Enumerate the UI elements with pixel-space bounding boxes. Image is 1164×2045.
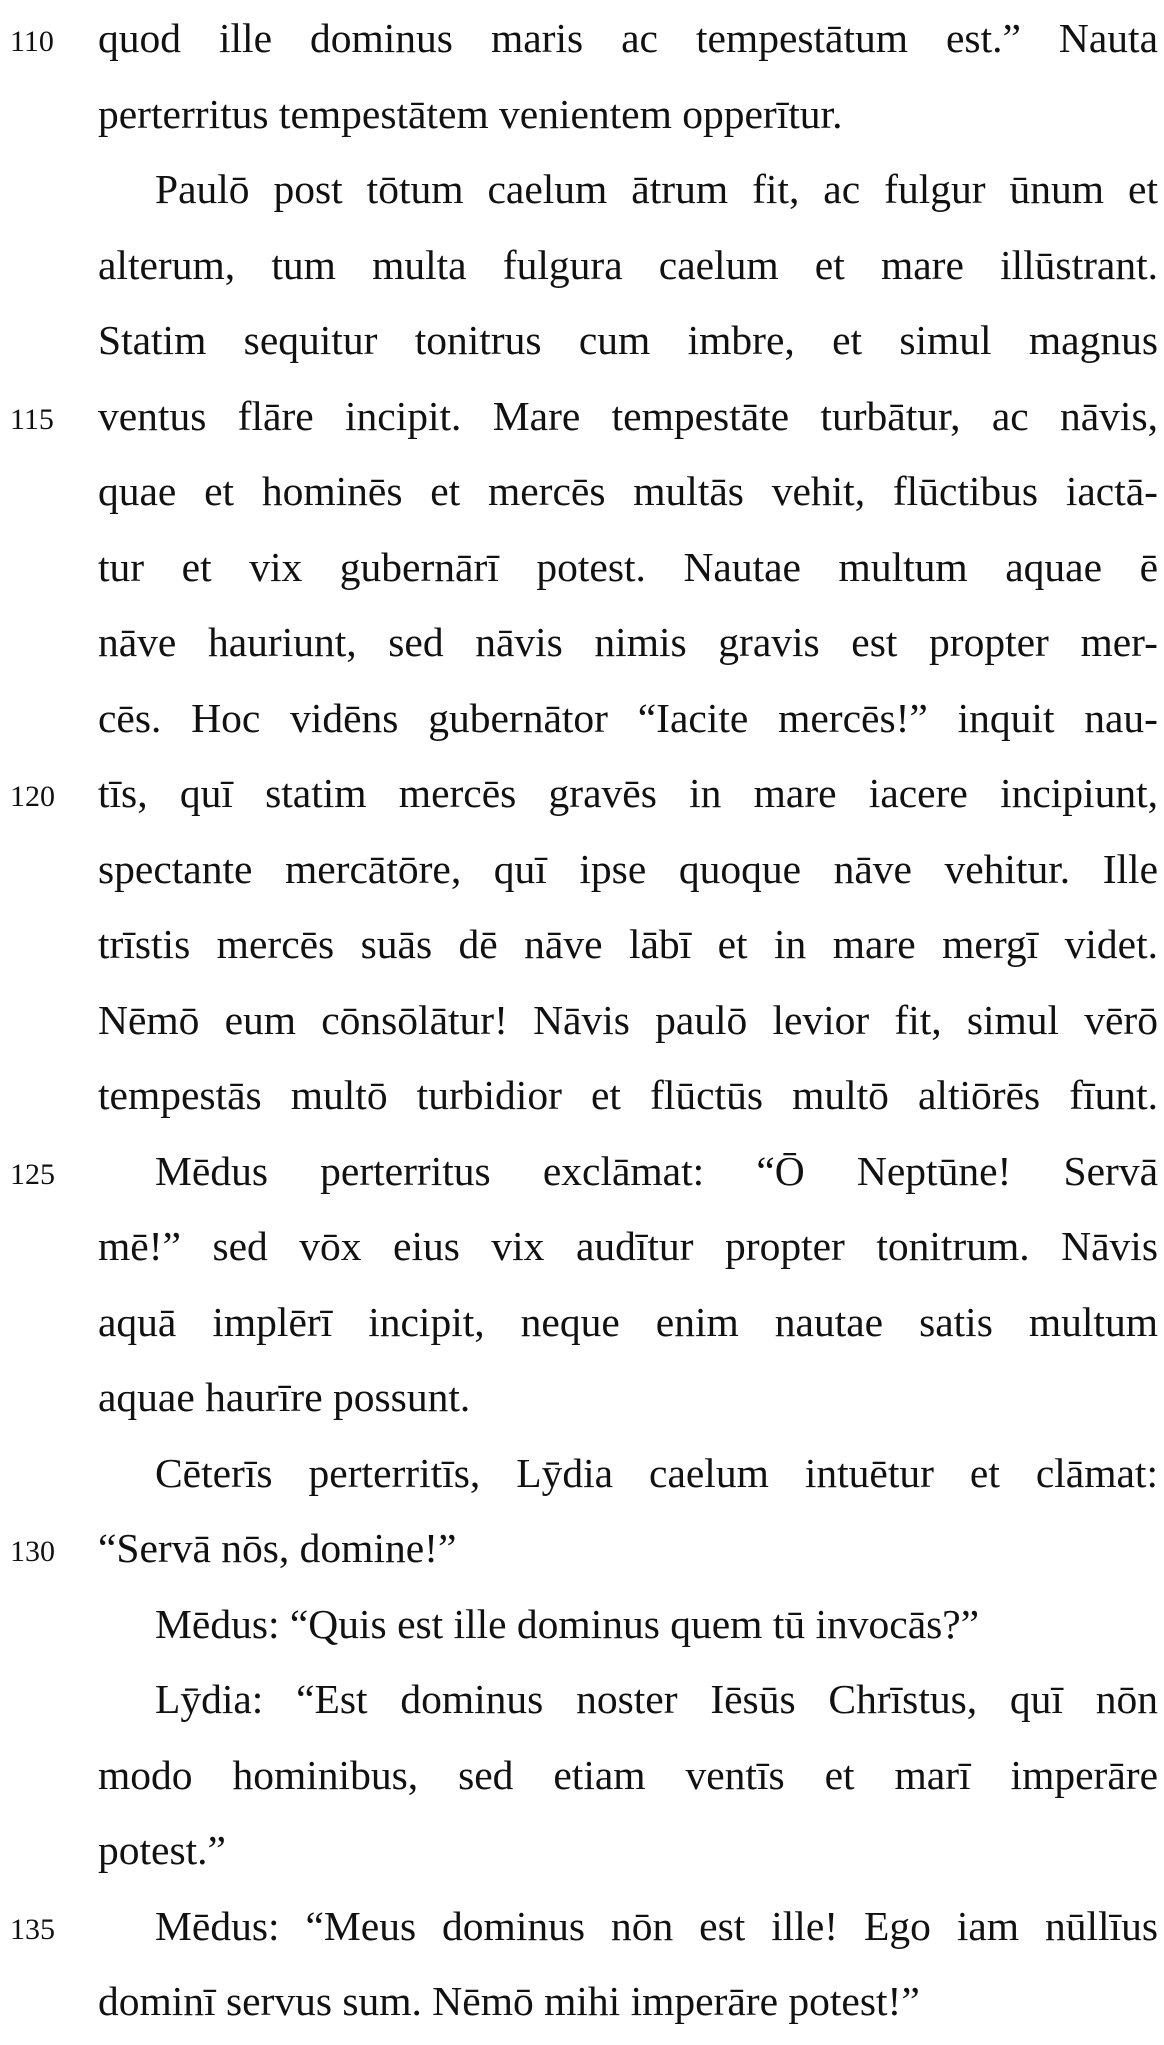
- line-text: ventus flāre incipit. Mare tempestāte turbātur, ac nāvis,: [98, 392, 1158, 439]
- line-text: perterritus tempestātem venientem opperītur.: [98, 90, 843, 137]
- line-text: aquae haurīre possunt.: [98, 1374, 471, 1420]
- text-line: [0, 1057, 1164, 1133]
- line-text: Lȳdia: “Est dominus noster Iēsūs Chrīstus, quī nōn: [155, 1676, 1158, 1722]
- text-line: [0, 227, 1164, 303]
- line-text: tur et vix gubernārī potest. Nautae multum aquae ē: [98, 543, 1158, 590]
- text-line: [0, 831, 1164, 907]
- line-text: Mēdus: “Quis est ille dominus quem tū invocās?”: [155, 1600, 980, 1647]
- line-text: “Servā nōs, domine!”: [98, 1525, 457, 1571]
- line-text: Statim sequitur tonitrus cum imbre, et simul magnus: [98, 317, 1158, 363]
- text-line: [0, 151, 1164, 227]
- line-text: dominī servus sum. Nēmō mihi imperāre potest!”: [98, 1978, 920, 2024]
- text-line: [0, 680, 1164, 756]
- line-number: 135: [10, 1912, 55, 1946]
- text-line: [0, 604, 1164, 680]
- line-number: 125: [10, 1157, 55, 1191]
- text-line: [0, 302, 1164, 378]
- line-text: Nēmō eum cōnsōlātur! Nāvis paulō levior fit, simul vērō: [98, 996, 1158, 1043]
- text-line: [0, 1963, 1164, 2039]
- line-text: spectante mercātōre, quī ipse quoque nāve vehitur. Ille: [98, 845, 1158, 892]
- text-line: [0, 453, 1164, 529]
- text-line: [0, 1435, 1164, 1511]
- line-text: cēs. Hoc vidēns gubernātor “Iacite mercēs!” inquit nau-: [98, 694, 1158, 741]
- line-text: alterum, tum multa fulgura caelum et mare illūstrant.: [98, 241, 1158, 288]
- text-line: [0, 1284, 1164, 1360]
- text-line: [0, 1661, 1164, 1737]
- text-line: [0, 1133, 1164, 1209]
- line-text: mē!” sed vōx eius vix audītur propter tonitrum. Nāvis: [98, 1223, 1158, 1269]
- line-number: 115: [10, 402, 54, 436]
- text-line: [0, 0, 1164, 76]
- text-line: [0, 1888, 1164, 1964]
- line-text: nāve hauriunt, sed nāvis nimis gravis est propter mer-: [98, 619, 1158, 665]
- text-line: [0, 1208, 1164, 1284]
- text-line: [0, 755, 1164, 831]
- text-line: [0, 906, 1164, 982]
- text-line: [0, 1812, 1164, 1888]
- line-number: 130: [10, 1535, 55, 1568]
- line-text: tīs, quī statim mercēs gravēs in mare iacere incipiunt,: [98, 770, 1158, 816]
- line-number: 120: [10, 780, 55, 813]
- text-line: [0, 982, 1164, 1058]
- text-line: [0, 1737, 1164, 1813]
- line-text: quae et hominēs et mercēs multās vehit, flūctibus iactā-: [98, 468, 1158, 514]
- line-text: aquā implērī incipit, neque enim nautae satis multum: [98, 1298, 1158, 1345]
- line-text: potest.”: [98, 1827, 226, 1873]
- text-line: [0, 1359, 1164, 1435]
- line-text: quod ille dominus maris ac tempestātum est.” Nauta: [98, 15, 1158, 61]
- text-line: [0, 378, 1164, 454]
- text-line: [0, 529, 1164, 605]
- line-text: Cēterīs perterritīs, Lȳdia caelum intuētur et clāmat:: [155, 1449, 1158, 1496]
- text-line: [0, 1586, 1164, 1662]
- text-line: [0, 76, 1164, 152]
- line-number: 110: [10, 25, 54, 58]
- line-text: Mēdus perterritus exclāmat: “Ō Neptūne! Servā: [155, 1147, 1158, 1194]
- text-line: [0, 1510, 1164, 1586]
- line-text: Mēdus: “Meus dominus nōn est ille! Ego iam nūllīus: [155, 1902, 1158, 1949]
- line-text: tempestās multō turbidior et flūctūs multō altiōrēs fīunt.: [98, 1072, 1158, 1118]
- line-text: trīstis mercēs suās dē nāve lābī et in mare mergī videt.: [98, 921, 1158, 967]
- line-text: modo hominibus, sed etiam ventīs et marī imperāre: [98, 1751, 1158, 1798]
- line-text: Paulō post tōtum caelum ātrum fit, ac fulgur ūnum et: [155, 166, 1158, 212]
